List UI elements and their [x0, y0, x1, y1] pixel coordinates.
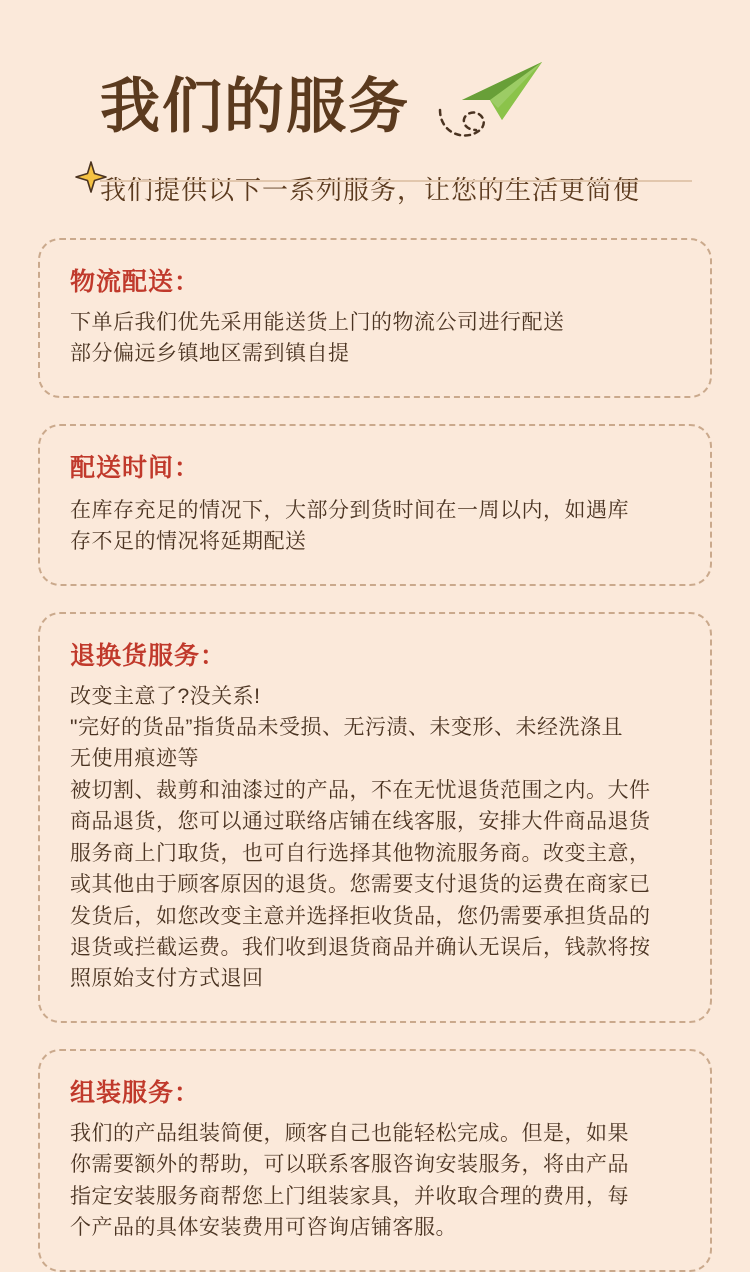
card-body [70, 496, 680, 558]
page-header [38, 0, 712, 180]
card-line: 下单后我们优先采用能送货上门的物流公司进行配送 [70, 310, 565, 334]
card-body [70, 1119, 680, 1244]
card-logistics [38, 238, 712, 398]
card-line: 个产品的具体安装费用可咨询店铺客服。 [70, 1216, 457, 1240]
card-line: 我们的产品组装简便，顾客自己也能轻松完成。但是，如果 [70, 1121, 629, 1145]
card-line: 服务商上门取货，也可自行选择其他物流服务商。改变主意， [70, 841, 651, 865]
card-assembly [38, 1049, 712, 1272]
card-line: 被切割、裁剪和油漆过的产品，不在无忧退货范围之内。大件 [70, 778, 651, 802]
service-cards [38, 238, 712, 1272]
card-delivery-time [38, 424, 712, 586]
divider [100, 180, 692, 182]
card-line: 照原始支付方式退回 [70, 967, 264, 991]
card-title: 配送时间： [70, 453, 201, 482]
card-line: 指定安装服务商帮您上门组装家具，并收取合理的费用，每 [70, 1184, 629, 1208]
card-line: 部分偏远乡镇地区需到镇自提 [70, 342, 350, 366]
card-line: 退货或拦截运费。我们收到退货商品并确认无误后，钱款将按 [70, 936, 651, 960]
card-line: 发货后，如您改变主意并选择拒收货品，您仍需要承担货品的 [70, 904, 651, 928]
card-body [70, 682, 680, 995]
page-subtitle: 我们提供以下一系列服务，让您的生活更简便 [100, 175, 641, 205]
card-returns [38, 612, 712, 1023]
card-title: 退换货服务： [70, 641, 227, 670]
card-line: "完好的货品”指货品未受损、无污渍、未变形、未经洗涤且 [70, 715, 623, 739]
subtitle-row [38, 174, 712, 208]
card-line: 改变主意了?没关系! [70, 684, 261, 708]
card-body [70, 308, 680, 370]
card-line: 无使用痕迹等 [70, 747, 199, 771]
card-line: 商品退货，您可以通过联络店铺在线客服，安排大件商品退货 [70, 810, 651, 834]
paper-plane-icon [432, 56, 552, 146]
card-line: 或其他由于顾客原因的退货。您需要支付退货的运费在商家已 [70, 873, 651, 897]
card-line: 在库存充足的情况下，大部分到货时间在一周以内，如遇库 [70, 498, 629, 522]
card-title: 物流配送： [70, 267, 201, 296]
page-title: 我们的服务 [100, 73, 410, 140]
card-title: 组装服务： [70, 1078, 201, 1107]
card-line: 存不足的情况将延期配送 [70, 530, 307, 554]
card-line: 你需要额外的帮助，可以联系客服咨询安装服务，将由产品 [70, 1153, 629, 1177]
